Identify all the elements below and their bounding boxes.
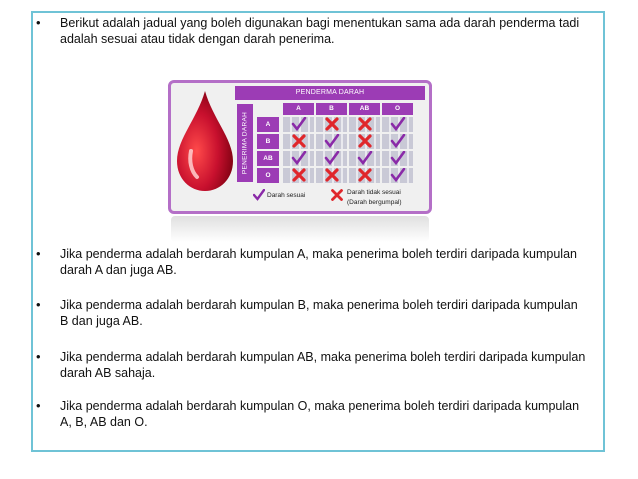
recipient-row-b: B	[257, 134, 279, 149]
compatibility-panel	[168, 80, 432, 214]
check-icon	[316, 134, 347, 149]
cross-legend-icon	[331, 189, 343, 201]
bullet-dot: •	[36, 398, 41, 413]
cross-icon	[349, 117, 380, 132]
check-icon	[382, 151, 413, 166]
bullet-donor-ab	[36, 349, 586, 381]
bullet-dot: •	[36, 15, 41, 30]
bullet-text: Berikut adalah jadual yang boleh digunakan bagi menentukan sama ada darah penderma tadi adalah sesuai atau tidak dengan darah penerima.	[60, 16, 580, 46]
blood-drop-icon	[173, 89, 237, 193]
cross-icon	[316, 168, 347, 183]
cross-icon	[349, 134, 380, 149]
check-icon	[349, 151, 380, 166]
bullet-donor-b	[36, 297, 586, 329]
check-icon	[316, 151, 347, 166]
donor-col-b: B	[316, 103, 347, 115]
check-icon	[283, 117, 314, 132]
bullet-dot: •	[36, 349, 41, 364]
recipient-side-label	[237, 104, 253, 182]
check-icon	[382, 134, 413, 149]
bullet-dot: •	[36, 246, 41, 261]
legend-compatible: Darah sesuai	[267, 192, 306, 199]
recipient-side-text: PENERIMA DARAH	[241, 111, 249, 175]
donor-col-a: A	[283, 103, 314, 115]
legend-incompatible: Darah tidak sesuai	[347, 189, 401, 196]
bullet-text: Jika penderma adalah berdarah kumpulan B, maka penerima boleh terdiri daripada kumpulan B dan juga AB.	[60, 298, 578, 328]
panel-reflection	[171, 216, 429, 242]
bullet-text: Jika penderma adalah berdarah kumpulan A, maka penerima boleh terdiri daripada kumpulan darah A dan juga AB.	[60, 247, 577, 277]
recipient-row-ab: AB	[257, 151, 279, 166]
bullet-donor-a	[36, 246, 586, 278]
bullet-donor-o	[36, 398, 586, 430]
bullet-intro	[36, 15, 586, 47]
check-legend-icon	[253, 189, 265, 201]
bullet-text: Jika penderma adalah berdarah kumpulan AB, maka penerima boleh terdiri daripada kumpulan darah AB sahaja.	[60, 350, 586, 380]
cross-icon	[316, 117, 347, 132]
donor-col-o: O	[382, 103, 413, 115]
cross-icon	[349, 168, 380, 183]
bullet-text: Jika penderma adalah berdarah kumpulan O, maka penerima boleh terdiri daripada kumpulan A, B, AB dan O.	[60, 399, 580, 429]
bullet-dot: •	[36, 297, 41, 312]
check-icon	[382, 117, 413, 132]
check-icon	[382, 168, 413, 183]
donor-col-ab: AB	[349, 103, 380, 115]
recipient-row-o: O	[257, 168, 279, 183]
check-icon	[283, 151, 314, 166]
cross-icon	[283, 134, 314, 149]
donor-header: PENDERMA DARAH	[235, 86, 425, 100]
recipient-row-a: A	[257, 117, 279, 132]
legend-incompatible-note: (Darah bergumpal)	[347, 199, 402, 206]
cross-icon	[283, 168, 314, 183]
